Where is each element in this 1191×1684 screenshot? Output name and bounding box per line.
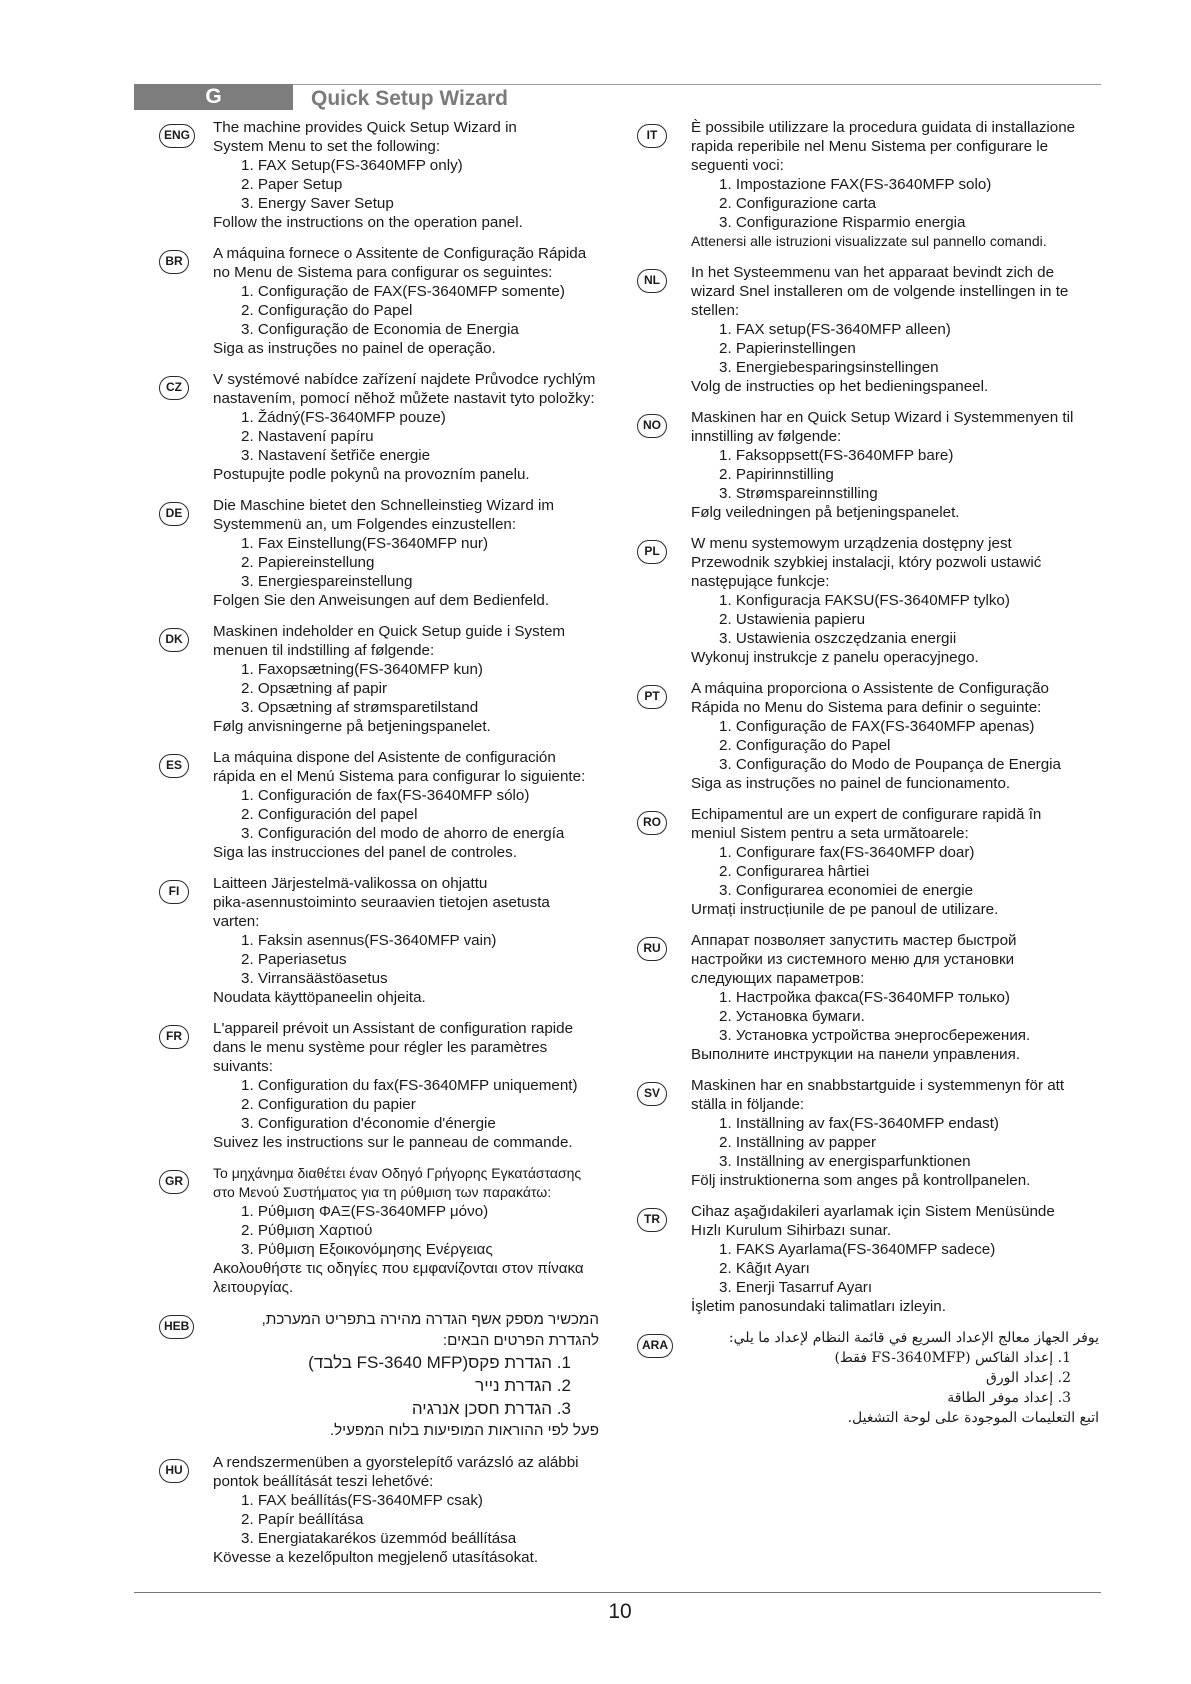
lang-entry-fr — [159, 1019, 629, 1152]
list-item: 2. Kâğıt Ayarı — [719, 1260, 810, 1277]
list-item: 1. Žádný(FS-3640MFP pouze) — [241, 409, 446, 426]
intro-line: Hızlı Kurulum Sihirbazı sunar. — [691, 1222, 892, 1239]
list-item: 3. Ρύθμιση Εξοικονόμησης Ενέργειας — [241, 1241, 493, 1258]
outro-line: Følg veiledningen på betjeningspanelet. — [691, 504, 960, 521]
list-item: 1. Configuration du fax(FS-3640MFP uniquement) — [241, 1077, 578, 1094]
list-item: 3. Strømspareinnstilling — [719, 485, 878, 502]
list-item: 2. Configuração do Papel — [241, 302, 413, 319]
list-item: 2. Установка бумаги. — [719, 1008, 865, 1025]
lang-badge-tr: TR — [637, 1208, 667, 1232]
list-item: 3. Nastavení šetřiče energie — [241, 447, 431, 464]
list-item: 2. Opsætning af papir — [241, 680, 388, 697]
list-item: 2. Papirinnstilling — [719, 466, 834, 483]
list-item: 2. Ρύθμιση Χαρτιού — [241, 1222, 373, 1239]
lang-entry-cz — [159, 370, 629, 484]
list-item: 2. Nastavení papíru — [241, 428, 374, 445]
lang-entry-de — [159, 496, 629, 610]
outro-line: λειτουργίας. — [213, 1279, 294, 1296]
outro-line: Siga las instrucciones del panel de controles. — [213, 844, 517, 861]
intro-line: A rendszermenüben a gyorstelepítő varázsló az alábbi — [213, 1454, 579, 1471]
lang-entry-nl — [637, 263, 1107, 396]
intro-line: następujące funkcje: — [691, 573, 830, 590]
intro-line: V systémové nabídce zařízení najdete Průvodce rychlým — [213, 371, 596, 388]
intro-line: Аппарат позволяет запустить мастер быстрой — [691, 932, 1017, 949]
list-item: 3. Virransäästöasetus — [241, 970, 388, 987]
outro-line: Siga as instruções no painel de funcionamento. — [691, 775, 1011, 792]
list-item: 3. Inställning av energisparfunktionen — [719, 1153, 971, 1170]
intro-line: Laitteen Järjestelmä-valikossa on ohjattu — [213, 875, 488, 892]
lang-entry-ara — [637, 1328, 1107, 1428]
list-item: 2. Configurarea hârtiei — [719, 863, 870, 880]
intro-line: dans le menu système pour régler les paramètres — [213, 1039, 548, 1056]
intro-line: suivants: — [213, 1058, 273, 1075]
list-item: 3. Configurarea economiei de energie — [719, 882, 974, 899]
list-item: 3. Energiebesparingsinstellingen — [719, 359, 939, 376]
list-item: 1. הגדרת פקס(FS-3640 MFP בלבד) — [308, 1353, 571, 1372]
intro-line: L'appareil prévoit un Assistant de configuration rapide — [213, 1020, 574, 1037]
list-item: 2. Ustawienia papieru — [719, 611, 866, 628]
list-item: 1. Configuração de FAX(FS-3640MFP apenas) — [719, 718, 1035, 735]
intro-line: המכשיר מספק אשף הגדרה מהירה בתפריט המערכת, — [261, 1311, 599, 1328]
outro-line: Folgen Sie den Anweisungen auf dem Bedienfeld. — [213, 592, 550, 609]
list-item: 3. Configurazione Risparmio energia — [719, 214, 966, 231]
lang-badge-pt: PT — [637, 685, 667, 709]
lang-entry-it — [637, 118, 1107, 251]
intro-line: A máquina proporciona o Assistente de Configuração — [691, 680, 1049, 697]
lang-entry-gr — [159, 1164, 629, 1297]
list-item: 3. Configuração de Economia de Energia — [241, 321, 519, 338]
lang-badge-sv: SV — [637, 1082, 667, 1106]
lang-entry-fi — [159, 874, 629, 1007]
list-item: 2. Inställning av papper — [719, 1134, 877, 1151]
intro-line: ställa in följande: — [691, 1096, 805, 1113]
lang-entry-dk — [159, 622, 629, 736]
intro-line: Maskinen har en Quick Setup Wizard i Systemmenyen til — [691, 409, 1074, 426]
intro-line: pika-asennustoiminto seuraavien tietojen asetusta — [213, 894, 550, 911]
intro-line: rápida en el Menú Sistema para configurar lo siguiente: — [213, 768, 586, 785]
list-item: 2. Configuración del papel — [241, 806, 418, 823]
page-number: 10 — [608, 1600, 632, 1623]
lang-badge-gr: GR — [159, 1170, 189, 1194]
list-item: 3. إعداد موفر الطاقة — [947, 1390, 1071, 1406]
lang-badge-eng: ENG — [159, 124, 195, 148]
list-item: 1. Inställning av fax(FS-3640MFP endast) — [719, 1115, 999, 1132]
lang-badge-cz: CZ — [159, 376, 189, 400]
intro-line: rapida reperibile nel Menu Sistema per configurare le — [691, 138, 1049, 155]
list-item: 3. Energiatakarékos üzemmód beállítása — [241, 1530, 517, 1547]
intro-line: Cihaz aşağıdakileri ayarlamak için Sistem Menüsünde — [691, 1203, 1055, 1220]
lang-entry-eng — [159, 118, 629, 232]
page-title: Quick Setup Wizard — [311, 87, 509, 110]
intro-line: no Menu de Sistema para configurar os seguintes: — [213, 264, 553, 281]
list-item: 3. Configuração do Modo de Poupança de Energia — [719, 756, 1061, 773]
lang-badge-dk: DK — [159, 628, 189, 652]
list-item: 1. Faksoppsett(FS-3640MFP bare) — [719, 447, 954, 464]
list-item: 2. Papierinstellingen — [719, 340, 856, 357]
intro-line: varten: — [213, 913, 260, 930]
intro-line: La máquina dispone del Asistente de configuración — [213, 749, 556, 766]
intro-line: meniul Sistem pentru a seta următoarele: — [691, 825, 969, 842]
list-item: 2. Paperiasetus — [241, 951, 347, 968]
outro-line: İşletim panosundaki talimatları izleyin. — [691, 1298, 946, 1315]
list-item: 3. הגדרת חסכן אנרגיה — [411, 1399, 571, 1418]
list-item: 2. Configurazione carta — [719, 195, 877, 212]
list-item: 3. Enerji Tasarruf Ayarı — [719, 1279, 873, 1296]
intro-line: The machine provides Quick Setup Wizard in — [213, 119, 517, 136]
intro-line: Die Maschine bietet den Schnelleinstieg Wizard im — [213, 497, 555, 514]
list-item: 1. Ρύθμιση ΦΑΞ(FS-3640MFP μόνο) — [241, 1203, 489, 1220]
outro-line: Attenersi alle istruzioni visualizzate sul pannello comandi. — [691, 233, 1047, 249]
lang-entry-tr — [637, 1202, 1107, 1316]
list-item: 2. Configuration du papier — [241, 1096, 416, 1113]
lang-badge-br: BR — [159, 250, 189, 274]
lang-badge-de: DE — [159, 502, 189, 526]
lang-entry-br — [159, 244, 629, 358]
intro-line: Το μηχάνημα διαθέτει έναν Οδηγό Γρήγορης Εγκατάστασης — [213, 1165, 582, 1181]
lang-entry-hu — [159, 1453, 629, 1567]
intro-line: يوفر الجهاز معالج الإعداد السريع في قائمة النظام لإعداد ما يلي: — [728, 1330, 1099, 1346]
list-item: 1. FAX beállítás(FS-3640MFP csak) — [241, 1492, 483, 1509]
intro-line: nastavením, pomocí něhož můžete nastavit tyto položky: — [213, 390, 595, 407]
list-item: 1. Настройка факса(FS-3640MFP только) — [719, 989, 1010, 1006]
lang-badge-ru: RU — [637, 937, 667, 961]
lang-badge-nl: NL — [637, 269, 667, 293]
list-item: 3. Energiespareinstellung — [241, 573, 413, 590]
outro-line: Följ instruktionerna som anges på kontrollpanelen. — [691, 1172, 1031, 1189]
outro-line: Выполните инструкции на панели управления. — [691, 1046, 1021, 1063]
outro-line: Postupujte podle pokynů na provozním panelu. — [213, 466, 530, 483]
intro-line: innstilling av følgende: — [691, 428, 842, 445]
lang-entry-ru — [637, 931, 1107, 1064]
lang-badge-no: NO — [637, 414, 667, 438]
lang-badge-ro: RO — [637, 811, 667, 835]
list-item: 1. Fax Einstellung(FS-3640MFP nur) — [241, 535, 489, 552]
list-item: 1. Konfiguracja FAKSU(FS-3640MFP tylko) — [719, 592, 1010, 609]
list-item: 3. Ustawienia oszczędzania energii — [719, 630, 957, 647]
intro-line: להגדרת הפרטים הבאים: — [442, 1332, 599, 1349]
list-item: 1. Configuração de FAX(FS-3640MFP somente) — [241, 283, 565, 300]
outro-line: Ακολουθήστε τις οδηγίες που εμφανίζονται στον πίνακα — [213, 1260, 584, 1277]
list-item: 3. Opsætning af strømsparetilstand — [241, 699, 479, 716]
lang-entry-heb — [159, 1309, 629, 1441]
list-item: 2. Papiereinstellung — [241, 554, 375, 571]
list-item: 3. Energy Saver Setup — [241, 195, 394, 212]
lang-entry-pt — [637, 679, 1107, 793]
outro-line: Siga as instruções no painel de operação. — [213, 340, 496, 357]
list-item: 2. Papír beállítása — [241, 1511, 364, 1528]
outro-line: Noudata käyttöpaneelin ohjeita. — [213, 989, 426, 1006]
intro-line: stellen: — [691, 302, 740, 319]
list-item: 1. Faksin asennus(FS-3640MFP vain) — [241, 932, 497, 949]
bottom-rule — [134, 1592, 1101, 1593]
outro-line: Kövesse a kezelőpulton megjelenő utasításokat. — [213, 1549, 539, 1566]
list-item: 3. Configuración del modo de ahorro de energía — [241, 825, 565, 842]
list-item: 2. إعداد الورق — [986, 1370, 1071, 1386]
intro-line: Przewodnik szybkiej instalacji, który pozwoli ustawić — [691, 554, 1042, 571]
lang-badge-es: ES — [159, 754, 189, 778]
intro-line: In het Systeemmenu van het apparaat bevindt zich de — [691, 264, 1055, 281]
lang-badge-it: IT — [637, 124, 667, 148]
outro-line: פעל לפי ההוראות המופיעות בלוח המפעיל. — [329, 1422, 599, 1439]
list-item: 1. Configurare fax(FS-3640MFP doar) — [719, 844, 975, 861]
intro-line: System Menu to set the following: — [213, 138, 441, 155]
lang-entry-sv — [637, 1076, 1107, 1190]
lang-badge-fi: FI — [159, 880, 189, 904]
outro-line: Følg anvisningerne på betjeningspanelet. — [213, 718, 491, 735]
outro-line: Wykonuj instrukcje z panelu operacyjnego. — [691, 649, 979, 666]
intro-line: Rápida no Menu do Sistema para definir o seguinte: — [691, 699, 1042, 716]
intro-line: seguenti voci: — [691, 157, 784, 174]
intro-line: Systemmenü an, um Folgendes einzustellen: — [213, 516, 517, 533]
intro-line: следующих параметров: — [691, 970, 865, 987]
intro-line: pontok beállítását teszi lehetővé: — [213, 1473, 434, 1490]
lang-entry-no — [637, 408, 1107, 522]
intro-line: wizard Snel installeren om de volgende instellingen in te — [691, 283, 1069, 300]
list-item: 1. FAX Setup(FS-3640MFP only) — [241, 157, 463, 174]
list-item: 2. הגדרת נייר — [475, 1376, 571, 1395]
right-column — [637, 118, 1107, 1428]
outro-line: Suivez les instructions sur le panneau de commande. — [213, 1134, 573, 1151]
list-item: 1. Configuración de fax(FS-3640MFP sólo) — [241, 787, 530, 804]
intro-line: W menu systemowym urządzenia dostępny jest — [691, 535, 1012, 552]
intro-line: Echipamentul are un expert de configurare rapidă în — [691, 806, 1042, 823]
intro-line: È possibile utilizzare la procedura guidata di installazione — [691, 119, 1076, 136]
list-item: 1. إعداد الفاكس (FS-3640MFP فقط) — [834, 1350, 1071, 1366]
outro-line: Urmați instrucțiunile de pe panoul de utilizare. — [691, 901, 999, 918]
intro-line: A máquina fornece o Assitente de Configuração Rápida — [213, 245, 587, 262]
lang-badge-fr: FR — [159, 1025, 189, 1049]
list-item: 1. FAKS Ayarlama(FS-3640MFP sadece) — [719, 1241, 996, 1258]
intro-line: Maskinen har en snabbstartguide i systemmenyn för att — [691, 1077, 1065, 1094]
list-item: 3. Configuration d'économie d'énergie — [241, 1115, 496, 1132]
list-item: 3. Установка устройства энергосбережения. — [719, 1027, 1031, 1044]
list-item: 1. FAX setup(FS-3640MFP alleen) — [719, 321, 951, 338]
intro-line: Maskinen indeholder en Quick Setup guide i System — [213, 623, 566, 640]
lang-badge-hu: HU — [159, 1459, 189, 1483]
list-item: 1. Faxopsætning(FS-3640MFP kun) — [241, 661, 483, 678]
section-letter: G — [134, 84, 293, 110]
lang-entry-es — [159, 748, 629, 862]
intro-line: στο Μενού Συστήματος για τη ρύθμιση των παρακάτω: — [213, 1184, 552, 1200]
outro-line: اتبع التعليمات الموجودة على لوحة التشغيل. — [847, 1410, 1099, 1426]
outro-line: Follow the instructions on the operation panel. — [213, 214, 523, 231]
list-item: 2. Configuração do Papel — [719, 737, 891, 754]
lang-entry-pl — [637, 534, 1107, 667]
left-column — [159, 118, 629, 1567]
outro-line: Volg de instructies op het bedieningspaneel. — [691, 378, 989, 395]
intro-line: настройки из системного меню для установки — [691, 951, 1015, 968]
list-item: 2. Paper Setup — [241, 176, 343, 193]
intro-line: menuen til indstilling af følgende: — [213, 642, 435, 659]
lang-badge-pl: PL — [637, 540, 667, 564]
lang-badge-heb: HEB — [159, 1315, 194, 1339]
lang-badge-ara: ARA — [637, 1334, 673, 1358]
list-item: 1. Impostazione FAX(FS-3640MFP solo) — [719, 176, 992, 193]
lang-entry-ro — [637, 805, 1107, 919]
